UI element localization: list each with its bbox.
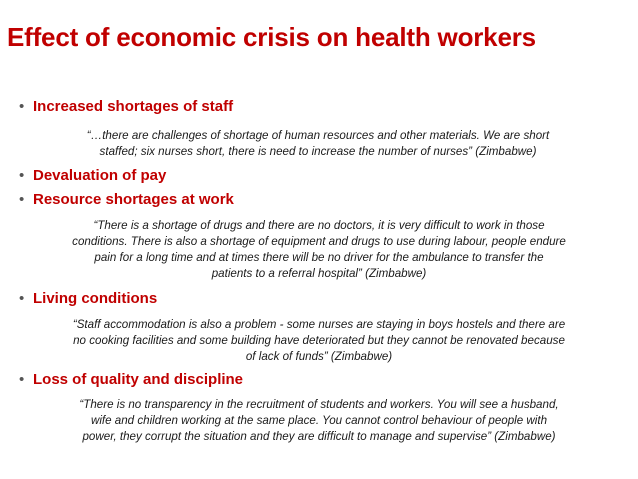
quote-staff-shortage — [28, 128, 608, 160]
bullet-heading: Devaluation of pay — [33, 167, 167, 184]
bullet-heading: Increased shortages of staff — [33, 98, 234, 115]
quote-line: “There is no transparency in the recruitment of students and workers. You will see a husband, — [79, 398, 559, 411]
bullet-resource-shortages — [19, 191, 234, 208]
quote-line: patients to a referral hospital” (Zimbabwe) — [211, 267, 427, 280]
quote-line: staffed; six nurses short, there is need to increase the number of nurses” (Zimbabwe) — [99, 145, 537, 158]
slide-title: Effect of economic crisis on health workers — [7, 22, 536, 52]
quote-line: pain for a long time and at times there will be no driver for the ambulance to transfer the — [94, 251, 544, 264]
bullet-increased-shortages — [19, 98, 233, 115]
bullet-heading: Resource shortages at work — [33, 191, 234, 208]
quote-line: “Staff accommodation is also a problem - some nurses are staying in boys hostels and there are — [72, 318, 566, 331]
quote-line: wife and children working at the same place. You cannot control behaviour of people with — [90, 414, 548, 427]
bullet-heading: Living conditions — [33, 290, 158, 307]
bullet-heading: Loss of quality and discipline — [33, 371, 244, 388]
bullet-dot: • — [19, 98, 25, 115]
quote-line: “There is a shortage of drugs and there are no doctors, it is very difficult to work in those — [93, 219, 545, 232]
quote-line: “…there are challenges of shortage of human resources and other materials. We are short — [86, 129, 550, 142]
quote-line: power, they corrupt the situation and they are difficult to manage and supervise” (Zimbabwe) — [82, 430, 556, 443]
bullet-dot: • — [19, 191, 25, 208]
quote-living-conditions — [10, 317, 628, 365]
quote-loss-of-quality — [10, 397, 628, 445]
bullet-dot: • — [19, 167, 25, 184]
quote-line: no cooking facilities and some building have deteriorated but they cannot be renovated because — [73, 334, 565, 347]
quote-line: conditions. There is also a shortage of equipment and drugs to use during labour, people endure — [72, 235, 566, 248]
quote-resource-shortages — [10, 218, 628, 282]
bullet-devaluation-of-pay — [19, 167, 166, 184]
bullet-loss-of-quality — [19, 371, 243, 388]
bullet-living-conditions — [19, 290, 157, 307]
quote-line: of lack of funds” (Zimbabwe) — [245, 350, 393, 363]
bullet-dot: • — [19, 371, 25, 388]
bullet-dot: • — [19, 290, 25, 307]
